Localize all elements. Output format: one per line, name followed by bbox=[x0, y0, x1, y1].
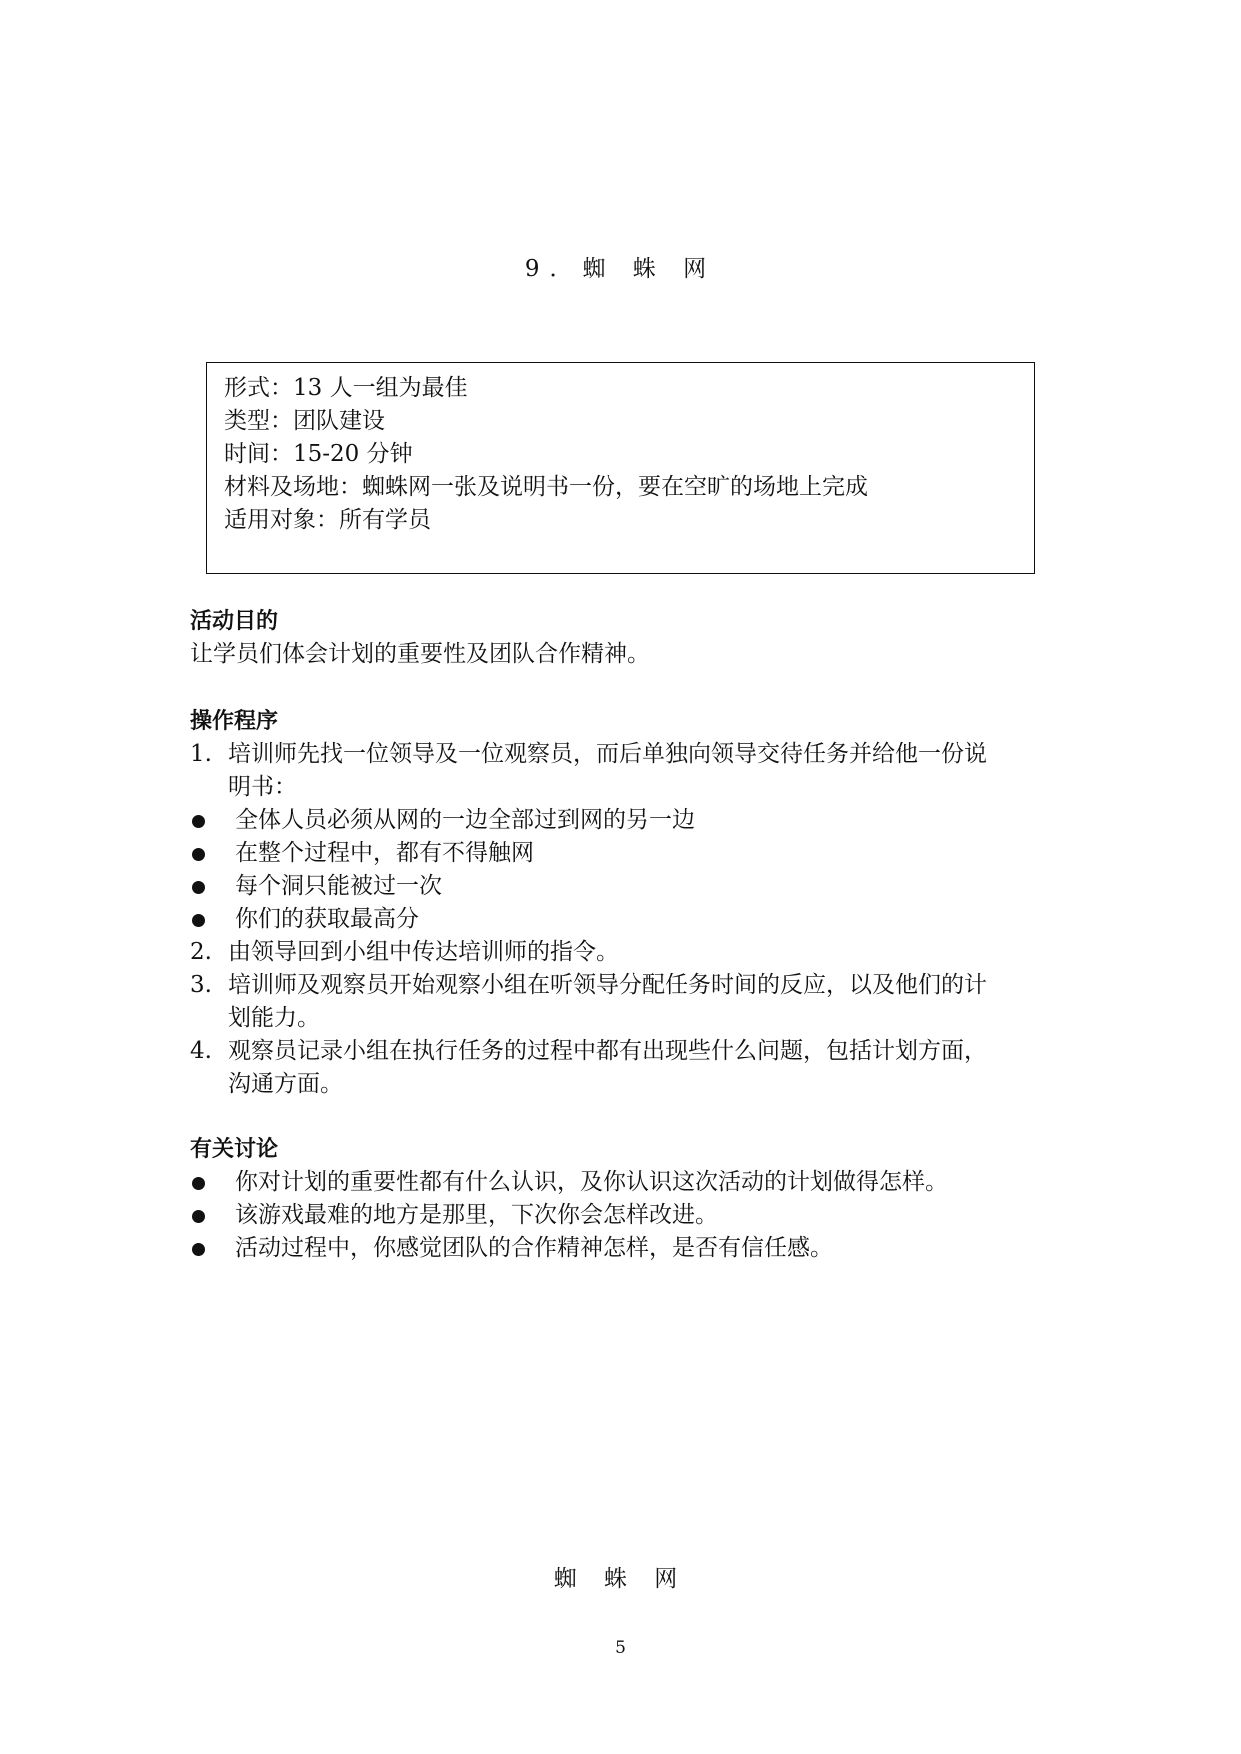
bullet-dot-icon bbox=[192, 881, 205, 894]
step-text: 观察员记录小组在执行任务的过程中都有出现些什么问题，包括计划方面， bbox=[228, 1038, 987, 1064]
bullet-text: 每个洞只能被过一次 bbox=[235, 873, 442, 899]
bullet-text: 你对计划的重要性都有什么认识，及你认识这次活动的计划做得怎样。 bbox=[235, 1169, 948, 1195]
discussion-bullet bbox=[190, 1166, 1070, 1199]
bullet-text: 你们的获取最高分 bbox=[235, 906, 419, 932]
step-text-continued: 划能力。 bbox=[228, 1005, 320, 1031]
procedure-step-4 bbox=[190, 1035, 1070, 1101]
discussion-bullet bbox=[190, 1199, 1070, 1232]
procedure-step-2 bbox=[190, 936, 1070, 969]
bullet-dot-icon bbox=[192, 815, 205, 828]
bullet-text: 该游戏最难的地方是那里，下次你会怎样改进。 bbox=[235, 1202, 718, 1228]
info-form: 形式：13 人一组为最佳 bbox=[224, 375, 468, 401]
bullet-dot-icon bbox=[192, 1177, 205, 1190]
discussion-section bbox=[190, 1133, 1070, 1265]
bullet-text: 在整个过程中，都有不得触网 bbox=[235, 840, 534, 866]
step-text: 由领导回到小组中传达培训师的指令。 bbox=[228, 939, 619, 965]
step-text-continued: 明书： bbox=[228, 774, 297, 800]
procedure-bullet bbox=[190, 903, 1070, 936]
procedure-bullet bbox=[190, 804, 1070, 837]
discussion-bullet bbox=[190, 1232, 1070, 1265]
procedure-heading: 操作程序 bbox=[190, 709, 279, 734]
step-number: 4. bbox=[190, 1038, 212, 1064]
procedure-section bbox=[190, 705, 1070, 1101]
procedure-step-1 bbox=[190, 738, 1070, 804]
page-number: 5 bbox=[615, 1638, 626, 1658]
step-number: 2. bbox=[190, 939, 212, 965]
purpose-heading: 活动目的 bbox=[190, 609, 279, 634]
step-number: 3. bbox=[190, 972, 212, 998]
bullet-dot-icon bbox=[192, 1210, 205, 1223]
info-type: 类型：团队建设 bbox=[224, 408, 385, 434]
info-audience: 适用对象：所有学员 bbox=[224, 507, 431, 533]
step-text-continued: 沟通方面。 bbox=[228, 1071, 343, 1097]
info-time: 时间：15-20 分钟 bbox=[224, 441, 413, 467]
bullet-text: 全体人员必须从网的一边全部过到网的另一边 bbox=[235, 807, 695, 833]
purpose-text: 让学员们体会计划的重要性及团队合作精神。 bbox=[190, 641, 650, 667]
step-text: 培训师及观察员开始观察小组在听领导分配任务时间的反应，以及他们的计 bbox=[228, 972, 987, 998]
step-number: 1. bbox=[190, 741, 212, 767]
activity-info-box bbox=[206, 362, 1035, 574]
info-materials: 材料及场地：蜘蛛网一张及说明书一份，要在空旷的场地上完成 bbox=[224, 474, 868, 500]
procedure-bullet bbox=[190, 870, 1070, 903]
procedure-step-3 bbox=[190, 969, 1070, 1035]
step-text: 培训师先找一位领导及一位观察员，而后单独向领导交待任务并给他一份说 bbox=[228, 741, 987, 767]
bullet-dot-icon bbox=[192, 1243, 205, 1256]
bullet-dot-icon bbox=[192, 914, 205, 927]
bullet-text: 活动过程中，你感觉团队的合作精神怎样，是否有信任感。 bbox=[235, 1235, 833, 1261]
purpose-section bbox=[190, 605, 1070, 671]
page-title: 9．蜘 蛛 网 bbox=[524, 256, 717, 282]
discussion-heading: 有关讨论 bbox=[190, 1137, 279, 1162]
footer-title: 蜘 蛛 网 bbox=[553, 1566, 688, 1592]
bullet-dot-icon bbox=[192, 848, 205, 861]
procedure-bullet bbox=[190, 837, 1070, 870]
